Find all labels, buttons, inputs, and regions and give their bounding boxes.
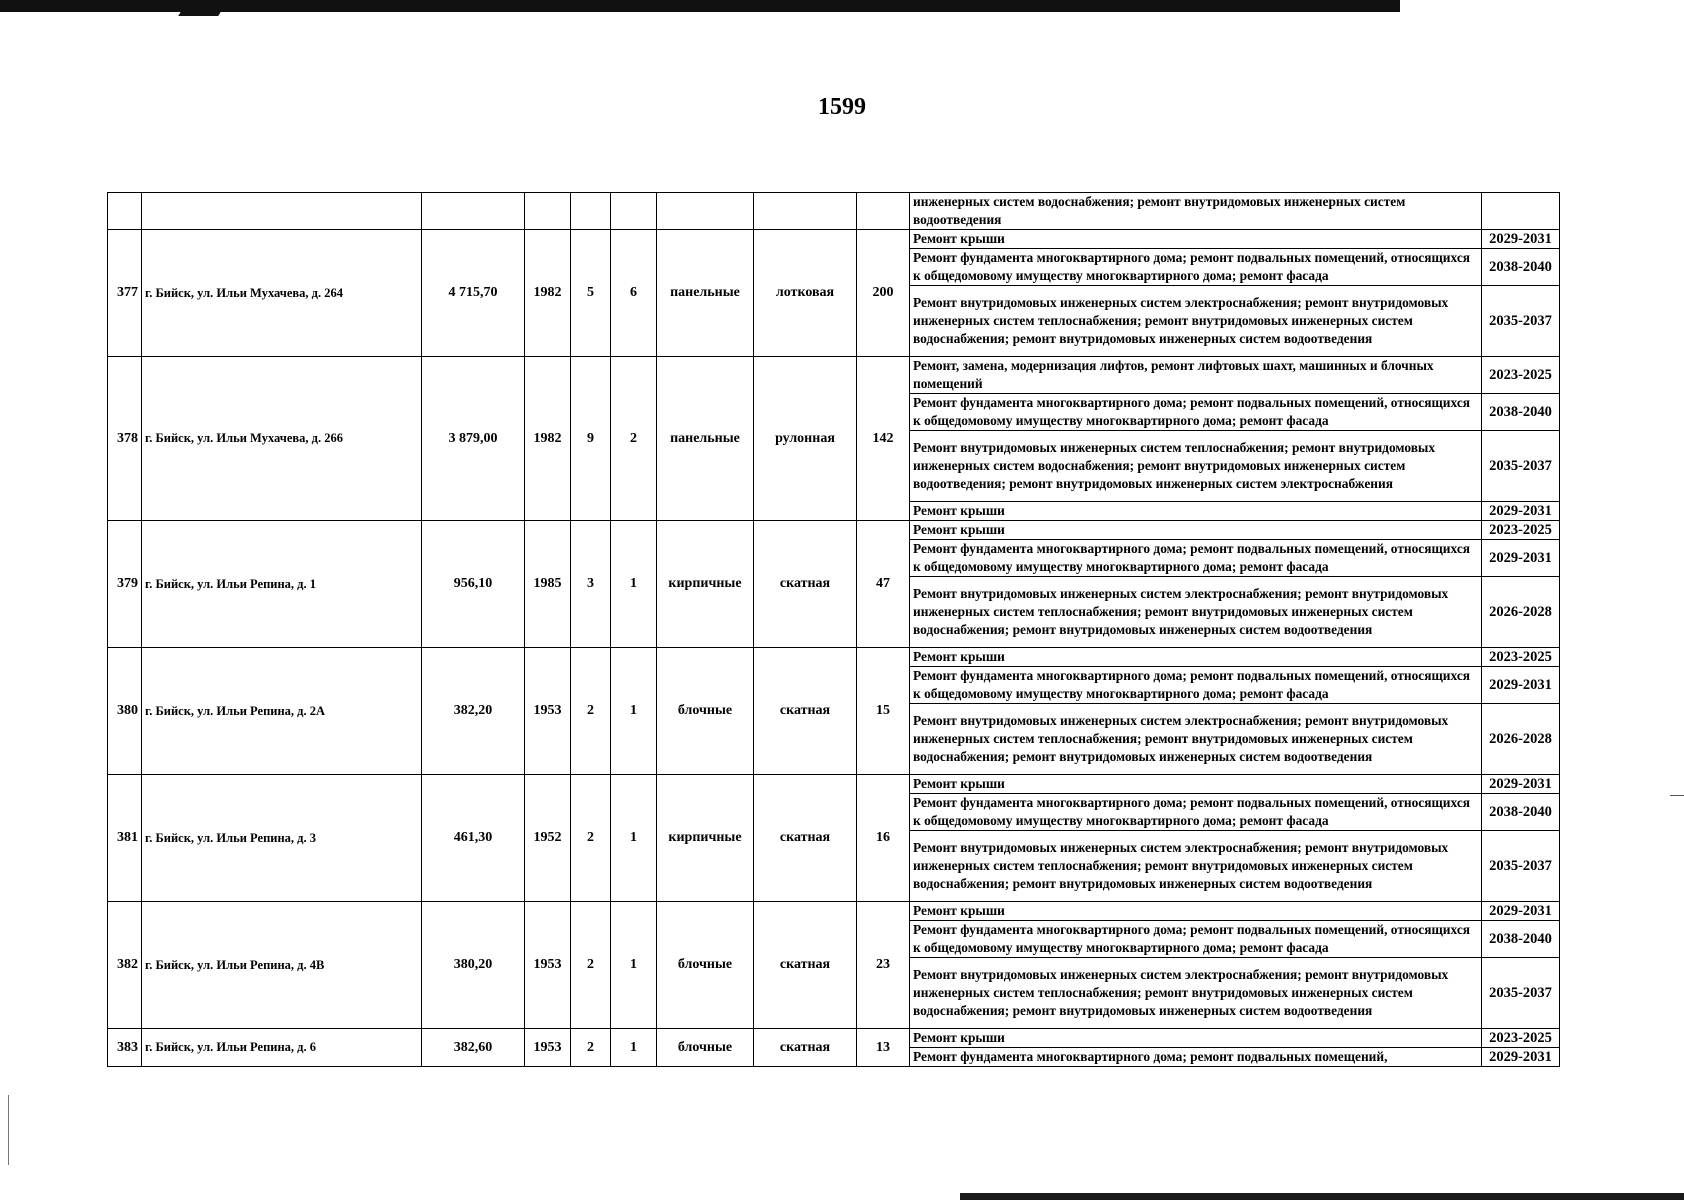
house-address: г. Бийск, ул. Ильи Репина, д. 6 — [142, 1029, 422, 1067]
house-number: 383 — [108, 1029, 142, 1067]
house-roof-type: лотковая — [754, 230, 857, 357]
work-period: 2029-2031 — [1482, 902, 1560, 921]
house-number: 378 — [108, 357, 142, 521]
house-wall-material: панельные — [657, 230, 754, 357]
work-description: Ремонт фундамента многоквартирного дома; ремонт подвальных помещений, относящихся к общедомовому имуществу многоквартирного дома; ремонт фасада — [910, 249, 1482, 286]
work-description: Ремонт фундамента многоквартирного дома; ремонт подвальных помещений, относящихся к общедомовому имуществу многоквартирного дома; ремонт фасада — [910, 540, 1482, 577]
house-floors: 2 — [571, 1029, 611, 1067]
house-entrances: 1 — [611, 521, 657, 648]
house-entrances: 1 — [611, 648, 657, 775]
work-description: Ремонт крыши — [910, 230, 1482, 249]
table-row-house — [108, 1029, 1560, 1048]
table-row-house — [108, 357, 1560, 394]
house-wall-material: блочные — [657, 1029, 754, 1067]
house-apartments: 13 — [857, 1029, 910, 1067]
house-entrances: 2 — [611, 357, 657, 521]
work-description: Ремонт крыши — [910, 775, 1482, 794]
table-row-house — [108, 521, 1560, 540]
work-period: 2035-2037 — [1482, 958, 1560, 1029]
house-floors: 9 — [571, 357, 611, 521]
work-description: Ремонт крыши — [910, 502, 1482, 521]
house-year: 1953 — [525, 648, 571, 775]
house-floors: 5 — [571, 230, 611, 357]
house-roof-type: рулонная — [754, 357, 857, 521]
work-description: Ремонт крыши — [910, 648, 1482, 667]
house-wall-material: блочные — [657, 648, 754, 775]
work-description: Ремонт внутридомовых инженерных систем электроснабжения; ремонт внутридомовых инженерных систем теплоснабжения; ремонт внутридомовых инженерных систем водоснабжения; ремонт внутридомовых инженерных систем водоотведения — [910, 704, 1482, 775]
empty-cell — [571, 193, 611, 230]
house-address: г. Бийск, ул. Ильи Репина, д. 1 — [142, 521, 422, 648]
house-roof-type: скатная — [754, 1029, 857, 1067]
house-number: 382 — [108, 902, 142, 1029]
empty-cell — [657, 193, 754, 230]
scan-mark-left — [8, 1095, 9, 1165]
house-area: 956,10 — [422, 521, 525, 648]
house-roof-type: скатная — [754, 648, 857, 775]
house-year: 1953 — [525, 902, 571, 1029]
work-description: Ремонт внутридомовых инженерных систем электроснабжения; ремонт внутридомовых инженерных систем теплоснабжения; ремонт внутридомовых инженерных систем водоснабжения; ремонт внутридомовых инженерных систем водоотведения — [910, 831, 1482, 902]
empty-cell — [422, 193, 525, 230]
house-entrances: 1 — [611, 902, 657, 1029]
house-apartments: 47 — [857, 521, 910, 648]
work-description: Ремонт внутридомовых инженерных систем электроснабжения; ремонт внутридомовых инженерных систем теплоснабжения; ремонт внутридомовых инженерных систем водоснабжения; ремонт внутридомовых инженерных систем водоотведения — [910, 577, 1482, 648]
work-period: 2029-2031 — [1482, 502, 1560, 521]
work-period: 2035-2037 — [1482, 431, 1560, 502]
house-year: 1982 — [525, 230, 571, 357]
work-description: инженерных систем водоснабжения; ремонт внутридомовых инженерных систем водоотведения — [910, 193, 1482, 230]
house-address: г. Бийск, ул. Ильи Репина, д. 2А — [142, 648, 422, 775]
work-period: 2035-2037 — [1482, 286, 1560, 357]
work-description: Ремонт, замена, модернизация лифтов, ремонт лифтовых шахт, машинных и блочных помещений — [910, 357, 1482, 394]
work-period: 2035-2037 — [1482, 831, 1560, 902]
work-period: 2029-2031 — [1482, 540, 1560, 577]
table-row-house — [108, 648, 1560, 667]
house-wall-material: кирпичные — [657, 775, 754, 902]
house-area: 380,20 — [422, 902, 525, 1029]
house-entrances: 1 — [611, 775, 657, 902]
house-roof-type: скатная — [754, 902, 857, 1029]
repair-program-table — [107, 192, 1560, 1067]
house-wall-material: блочные — [657, 902, 754, 1029]
work-period: 2023-2025 — [1482, 521, 1560, 540]
work-period: 2026-2028 — [1482, 704, 1560, 775]
house-floors: 3 — [571, 521, 611, 648]
work-period: 2023-2025 — [1482, 357, 1560, 394]
empty-cell — [108, 193, 142, 230]
house-apartments: 142 — [857, 357, 910, 521]
house-roof-type: скатная — [754, 521, 857, 648]
house-wall-material: панельные — [657, 357, 754, 521]
work-description: Ремонт крыши — [910, 521, 1482, 540]
house-roof-type: скатная — [754, 775, 857, 902]
work-description: Ремонт фундамента многоквартирного дома; ремонт подвальных помещений, относящихся к общедомовому имуществу многоквартирного дома; ремонт фасада — [910, 794, 1482, 831]
house-address: г. Бийск, ул. Ильи Репина, д. 4В — [142, 902, 422, 1029]
house-area: 461,30 — [422, 775, 525, 902]
work-period: 2038-2040 — [1482, 921, 1560, 958]
house-year: 1982 — [525, 357, 571, 521]
house-address: г. Бийск, ул. Ильи Мухачева, д. 264 — [142, 230, 422, 357]
house-year: 1952 — [525, 775, 571, 902]
house-address: г. Бийск, ул. Ильи Репина, д. 3 — [142, 775, 422, 902]
house-apartments: 200 — [857, 230, 910, 357]
work-description: Ремонт внутридомовых инженерных систем электроснабжения; ремонт внутридомовых инженерных систем теплоснабжения; ремонт внутридомовых инженерных систем водоснабжения; ремонт внутридомовых инженерных систем водоотведения — [910, 286, 1482, 357]
house-area: 4 715,70 — [422, 230, 525, 357]
empty-cell — [857, 193, 910, 230]
work-period: 2023-2025 — [1482, 648, 1560, 667]
house-number: 377 — [108, 230, 142, 357]
house-apartments: 15 — [857, 648, 910, 775]
table-body — [108, 193, 1560, 1067]
work-description: Ремонт внутридомовых инженерных систем электроснабжения; ремонт внутридомовых инженерных систем теплоснабжения; ремонт внутридомовых инженерных систем водоснабжения; ремонт внутридомовых инженерных систем водоотведения — [910, 958, 1482, 1029]
scan-mark-right — [1670, 795, 1684, 796]
work-description: Ремонт фундамента многоквартирного дома; ремонт подвальных помещений, относящихся к общедомовому имуществу многоквартирного дома; ремонт фасада — [910, 921, 1482, 958]
house-entrances: 1 — [611, 1029, 657, 1067]
work-description: Ремонт крыши — [910, 1029, 1482, 1048]
work-period: 2029-2031 — [1482, 775, 1560, 794]
work-period: 2026-2028 — [1482, 577, 1560, 648]
house-floors: 2 — [571, 902, 611, 1029]
house-number: 381 — [108, 775, 142, 902]
house-floors: 2 — [571, 648, 611, 775]
house-area: 382,20 — [422, 648, 525, 775]
house-number: 379 — [108, 521, 142, 648]
house-area: 3 879,00 — [422, 357, 525, 521]
table-row-continuation — [108, 193, 1560, 230]
house-year: 1985 — [525, 521, 571, 648]
house-area: 382,60 — [422, 1029, 525, 1067]
work-period: 2038-2040 — [1482, 794, 1560, 831]
work-description: Ремонт фундамента многоквартирного дома; ремонт подвальных помещений, относящихся к общедомовому имуществу многоквартирного дома; ремонт фасада — [910, 394, 1482, 431]
work-description: Ремонт фундамента многоквартирного дома; ремонт подвальных помещений, относящихся к общедомовому имуществу многоквартирного дома; ремонт фасада — [910, 667, 1482, 704]
house-floors: 2 — [571, 775, 611, 902]
work-period — [1482, 193, 1560, 230]
house-apartments: 23 — [857, 902, 910, 1029]
work-description: Ремонт крыши — [910, 902, 1482, 921]
page-number: 1599 — [818, 94, 866, 120]
work-period: 2029-2031 — [1482, 667, 1560, 704]
empty-cell — [754, 193, 857, 230]
scan-edge-top — [0, 0, 1400, 12]
empty-cell — [611, 193, 657, 230]
house-apartments: 16 — [857, 775, 910, 902]
work-period: 2029-2031 — [1482, 230, 1560, 249]
empty-cell — [142, 193, 422, 230]
work-period: 2029-2031 — [1482, 1048, 1560, 1067]
house-year: 1953 — [525, 1029, 571, 1067]
work-period: 2038-2040 — [1482, 394, 1560, 431]
table-row-house — [108, 230, 1560, 249]
empty-cell — [525, 193, 571, 230]
table-row-house — [108, 775, 1560, 794]
house-entrances: 6 — [611, 230, 657, 357]
work-description: Ремонт внутридомовых инженерных систем теплоснабжения; ремонт внутридомовых инженерных систем водоснабжения; ремонт внутридомовых инженерных систем водоотведения; ремонт внутридомовых инженерных систем электроснабжения — [910, 431, 1482, 502]
work-period: 2023-2025 — [1482, 1029, 1560, 1048]
work-description: Ремонт фундамента многоквартирного дома; ремонт подвальных помещений, — [910, 1048, 1482, 1067]
scan-edge-bottom — [960, 1193, 1684, 1200]
house-wall-material: кирпичные — [657, 521, 754, 648]
table-row-house — [108, 902, 1560, 921]
house-address: г. Бийск, ул. Ильи Мухачева, д. 266 — [142, 357, 422, 521]
house-number: 380 — [108, 648, 142, 775]
work-period: 2038-2040 — [1482, 249, 1560, 286]
